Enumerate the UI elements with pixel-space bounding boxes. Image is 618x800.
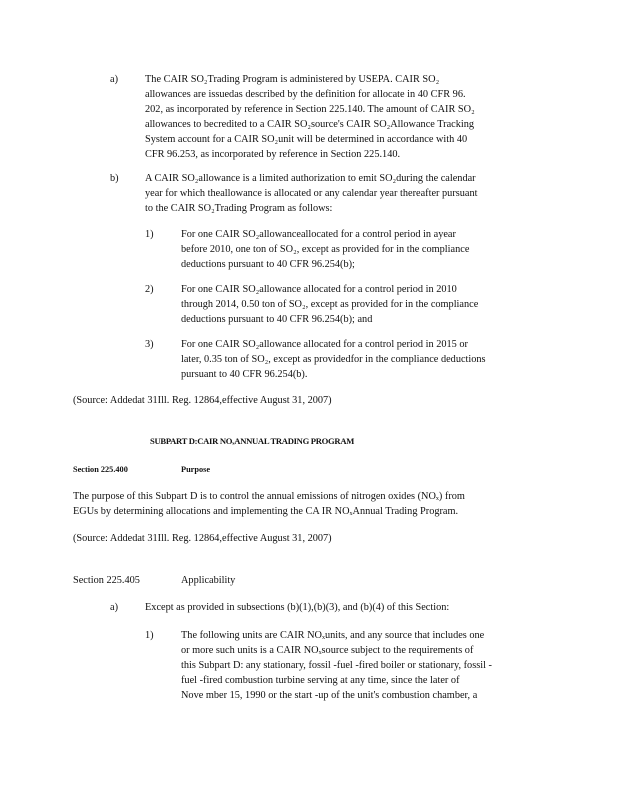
section-number: Section 225.405 — [73, 575, 140, 586]
para-405a-label: a) — [110, 602, 118, 613]
item-1-text — [181, 227, 521, 272]
item-2-line: For one CAIR SO₂allowance allocated for a control period in 2010 — [181, 284, 457, 295]
item-3-text — [181, 337, 531, 382]
item-1-line: For one CAIR SO₂allowanceallocated for a control period in ayear — [181, 229, 456, 240]
purpose-text — [73, 489, 533, 519]
item-2-line: through 2014, 0.50 ton of SO₂, except as provided for in the compliance — [181, 299, 479, 310]
purpose-line: The purpose of this Subpart D is to control the annual emissions of nitrogen oxides (NOₓ) from — [73, 491, 465, 502]
para-a-line: The CAIR SO₂Trading Program is administered by USEPA. CAIR SO₂ — [145, 74, 440, 85]
item-405-1-line: or more such units is a CAIR NOₓsource subject to the requirements of — [181, 645, 474, 656]
item-2-line: deductions pursuant to 40 CFR 96.254(b); and — [181, 314, 373, 325]
source-note: (Source: Addedat 31Ill. Reg. 12864,effective August 31, 2007) — [73, 533, 332, 544]
item-3-line: pursuant to 40 CFR 96.254(b). — [181, 369, 308, 380]
para-b-line: A CAIR SO₂allowance is a limited authorization to emit SO₂during the calendar — [145, 173, 476, 184]
item-1-line: deductions pursuant to 40 CFR 96.254(b); — [181, 259, 355, 270]
item-1-label: 1) — [145, 229, 154, 240]
item-405-1-line: The following units are CAIR NOₓunits, and any source that includes one — [181, 630, 485, 641]
para-b-text — [145, 171, 530, 216]
item-405-1-line: Nove mber 15, 1990 or the start -up of the unit's combustion chamber, a — [181, 690, 478, 701]
item-1-line: before 2010, one ton of SO₂, except as provided for in the compliance — [181, 244, 470, 255]
para-a-text — [145, 72, 530, 162]
para-a-line: allowances to becredited to a CAIR SO₂source's CAIR SO₂Allowance Tracking — [145, 119, 475, 130]
item-2-label: 2) — [145, 284, 154, 295]
item-405-1-label: 1) — [145, 630, 154, 641]
item-3-label: 3) — [145, 339, 154, 350]
para-b-label: b) — [110, 173, 119, 184]
para-b-line: to the CAIR SO₂Trading Program as follows: — [145, 203, 333, 214]
item-3-line: For one CAIR SO₂allowance allocated for a control period in 2015 or — [181, 339, 468, 350]
para-a-label: a) — [110, 74, 118, 85]
section-title: Purpose — [181, 465, 211, 474]
section-number: Section 225.400 — [73, 465, 128, 474]
para-a-line: 202, as incorporated by reference in Section 225.140. The amount of CAIR SO₂ — [145, 104, 475, 115]
item-405-1-line: fuel -fired combustion turbine serving at any time, since the later of — [181, 675, 460, 686]
para-a-line: CFR 96.253, as incorporated by reference in Section 225.140. — [145, 149, 401, 160]
source-note: (Source: Addedat 31Ill. Reg. 12864,effective August 31, 2007) — [73, 395, 332, 406]
para-a-line: System account for a CAIR SO₂unit will be determined in accordance with 40 — [145, 134, 468, 145]
para-b-line: year for which theallowance is allocated or any calendar year thereafter pursuant — [145, 188, 478, 199]
section-title: Applicability — [181, 575, 236, 586]
para-405a-text: Except as provided in subsections (b)(1),(b)(3), and (b)(4) of this Section: — [145, 602, 450, 613]
purpose-line: EGUs by determining allocations and implementing the CA IR NOₓAnnual Trading Program. — [73, 506, 459, 517]
item-405-1-line: this Subpart D: any stationary, fossil -fuel -fired boiler or stationary, fossil - — [181, 660, 492, 671]
item-2-text — [181, 282, 521, 327]
para-a-line: allowances are issuedas described by the definition for allocate in 40 CFR 96. — [145, 89, 466, 100]
subpart-heading: SUBPART D:CAIR NOₓANNUAL TRADING PROGRAM — [150, 436, 355, 446]
item-405-1-text — [181, 628, 531, 703]
item-3-line: later, 0.35 ton of SO₂, except as providedfor in the compliance deductions — [181, 354, 486, 365]
